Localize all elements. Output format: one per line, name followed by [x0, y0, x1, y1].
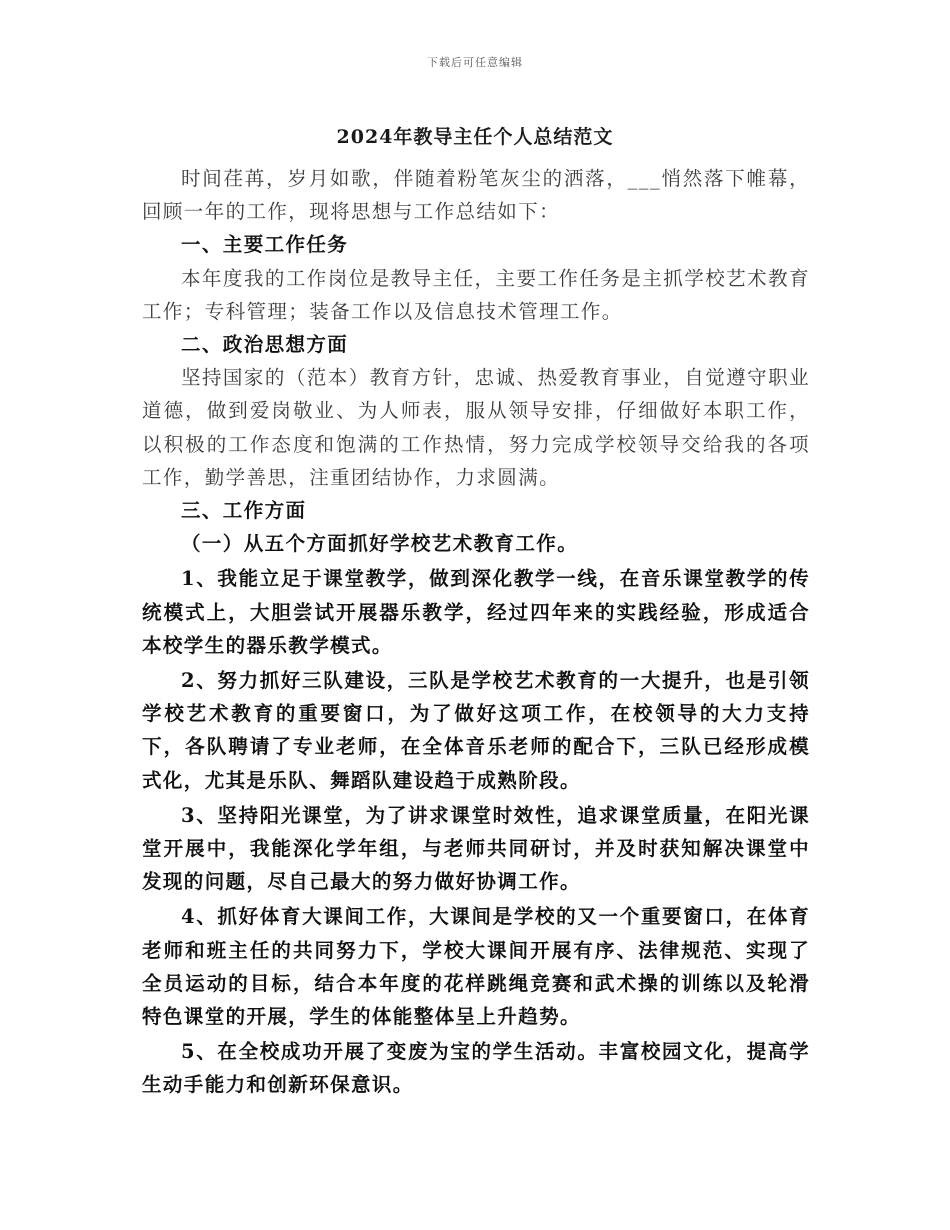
work-item-2: 2、努力抓好三队建设，三队是学校艺术教育的一大提升，也是引领学校艺术教育的重要窗口，为了做好这项工作，在校领导的大力支持下，各队聘请了专业老师，在全体音乐老师的配合下，三队已经形成模式化，尤其是乐队、舞蹈队建设趋于成熟阶段。	[142, 669, 810, 792]
political-paragraph: 坚持国家的（范本）教育方针，忠诚、热爱教育事业，自觉遵守职业道德，做到爱岗敬业、为人师表，服从领导安排，仔细做好本职工作，以积极的工作态度和饱满的工作热情，努力完成学校领导交给我的各项工作，勤学善思，注重团结协作，力求圆满。	[142, 366, 810, 489]
header-note: 下载后可任意编辑	[427, 56, 523, 69]
subsection-heading-arts: （一）从五个方面抓好学校艺术教育工作。	[181, 532, 579, 556]
document-title: 2024年教导主任个人总结范文	[336, 126, 614, 148]
section-heading-political: 二、政治思想方面	[181, 333, 349, 357]
intro-paragraph: 时间荏苒，岁月如歌，伴随着粉笔灰尘的洒落，___悄然落下帷幕，回顾一年的工作，现将思想与工作总结如下：	[142, 167, 810, 224]
main-tasks-paragraph: 本年度我的工作岗位是教导主任，主要工作任务是主抓学校艺术教育工作；专科管理；装备工作以及信息技术管理工作。	[142, 266, 810, 323]
work-item-1: 1、我能立足于课堂教学，做到深化教学一线，在音乐课堂教学的传统模式上，大胆尝试开展器乐教学，经过四年来的实践经验，形成适合本校学生的器乐教学模式。	[142, 567, 810, 657]
work-item-3: 3、坚持阳光课堂，为了讲求课堂时效性，追求课堂质量，在阳光课堂开展中，我能深化学年组，与老师共同研讨，并及时获知解决课堂中发现的问题，尽自己最大的努力做好协调工作。	[142, 803, 810, 894]
document-body	[142, 162, 810, 1102]
section-heading-main-tasks: 一、主要工作任务	[181, 233, 349, 257]
work-item-5: 5、在全校成功开展了变废为宝的学生活动。丰富校园文化，提高学生动手能力和创新环保意识。	[142, 1040, 810, 1097]
section-heading-work: 三、工作方面	[181, 499, 307, 523]
work-item-4: 4、抓好体育大课间工作，大课间是学校的又一个重要窗口，在体育老师和班主任的共同努力下，学校大课间开展有序、法律规范、实现了全员运动的目标，结合本年度的花样跳绳竞赛和武术操的训练以及轮滑特色课堂的开展，学生的体能整体呈上升趋势。	[142, 905, 810, 1029]
